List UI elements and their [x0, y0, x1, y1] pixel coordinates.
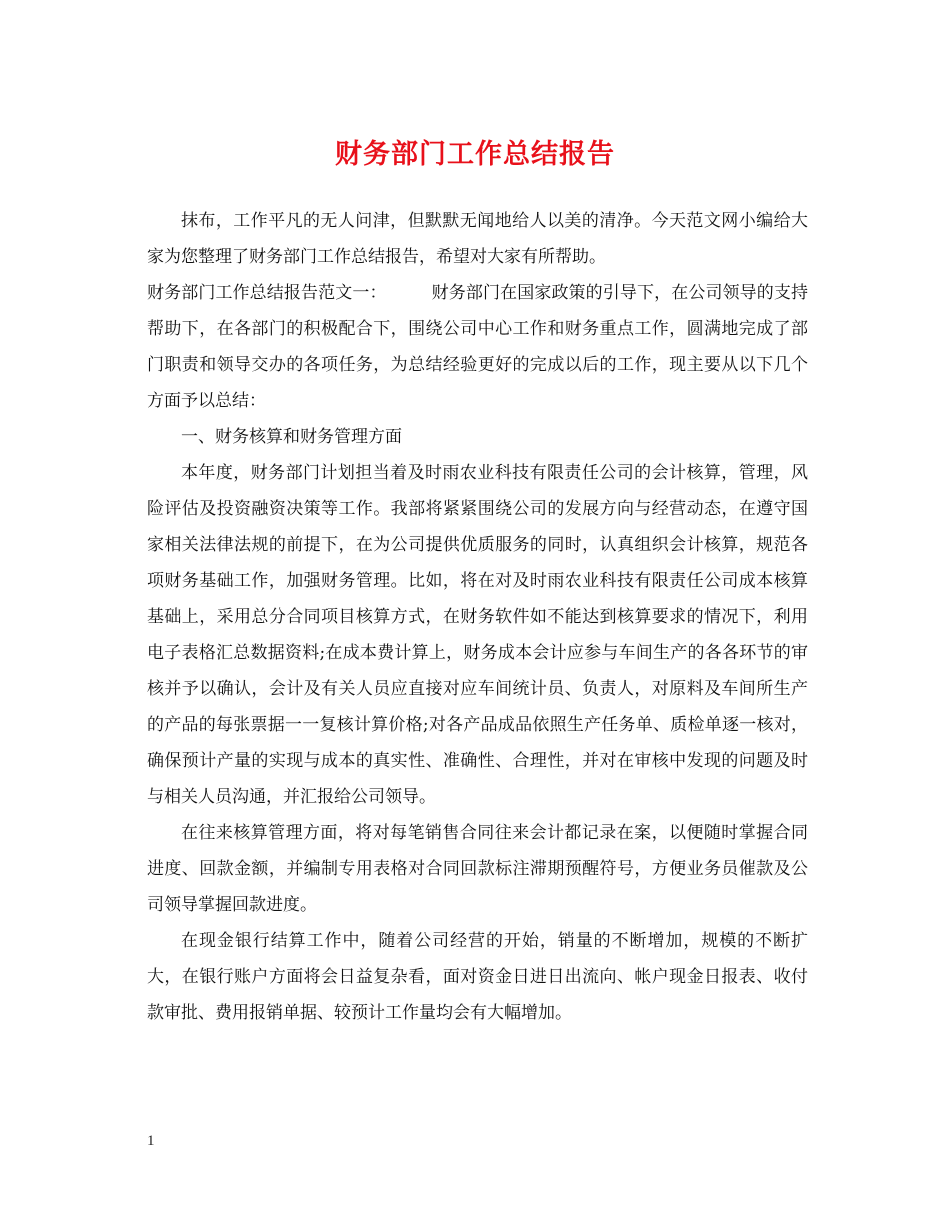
sample-intro-text: 财务部门在国家政策的引导下，在公司领导的支持帮助下，在各部门的积极配合下，围绕公司中心工作和财务重点工作，圆满地完成了部门职责和领导交办的各项任务，为总结经验更好的完成以后的工作，现主要从以下几个方面予以总结：	[147, 283, 809, 411]
receivables-paragraph: 在往来核算管理方面，将对每笔销售合同往来会计都记录在案，以便随时掌握合同进度、回款金额，并编制专用表格对合同回款标注滞期预醒符号，方便业务员催款及公司领导掌握回款进度。	[147, 823, 808, 915]
sample-label: 财务部门工作总结报告范文一：	[147, 283, 387, 303]
cash-settlement-paragraph: 在现金银行结算工作中，随着公司经营的开始，销量的不断增加，规模的不断扩大，在银行账户方面将会日益复杂看，面对资金日进日出流向、帐户现金日报表、收付款审批、费用报销单据、较预计工作量均会有大幅增加。	[147, 931, 808, 1023]
document-title: 财务部门工作总结报告	[335, 139, 615, 170]
intro-paragraph: 抹布，工作平凡的无人问津，但默默无闻地给人以美的清净。今天范文网小编给大家为您整理了财务部门工作总结报告，希望对大家有所帮助。	[147, 211, 808, 267]
page-number: 1	[147, 1133, 155, 1149]
accounting-paragraph: 本年度，财务部门计划担当着及时雨农业科技有限责任公司的会计核算，管理，风险评估及投资融资决策等工作。我部将紧紧围绕公司的发展方向与经营动态，在遵守国家相关法律法规的前提下，在为公司提供优质服务的同时，认真组织会计核算，规范各项财务基础工作，加强财务管理。比如，将在对及时雨农业科技有限责任公司成本核算基础上，采用总分合同项目核算方式，在财务软件如不能达到核算要求的情况下，利用电子表格汇总数据资料;在成本费计算上，财务成本会计应参与车间生产的各各环节的审核并予以确认，会计及有关人员应直接对应车间统计员、负责人，对原料及车间所生产的产品的每张票据一一复核计算价格;对各产品成品依照生产任务单、质检单逐一核对，确保预计产量的实现与成本的真实性、准确性、合理性，并对在审核中发现的问题及时与相关人员沟通，并汇报给公司领导。	[147, 463, 808, 807]
sample-intro-paragraph	[147, 275, 808, 419]
section-heading: 一、财务核算和财务管理方面	[181, 427, 402, 447]
document-body	[147, 203, 808, 1031]
